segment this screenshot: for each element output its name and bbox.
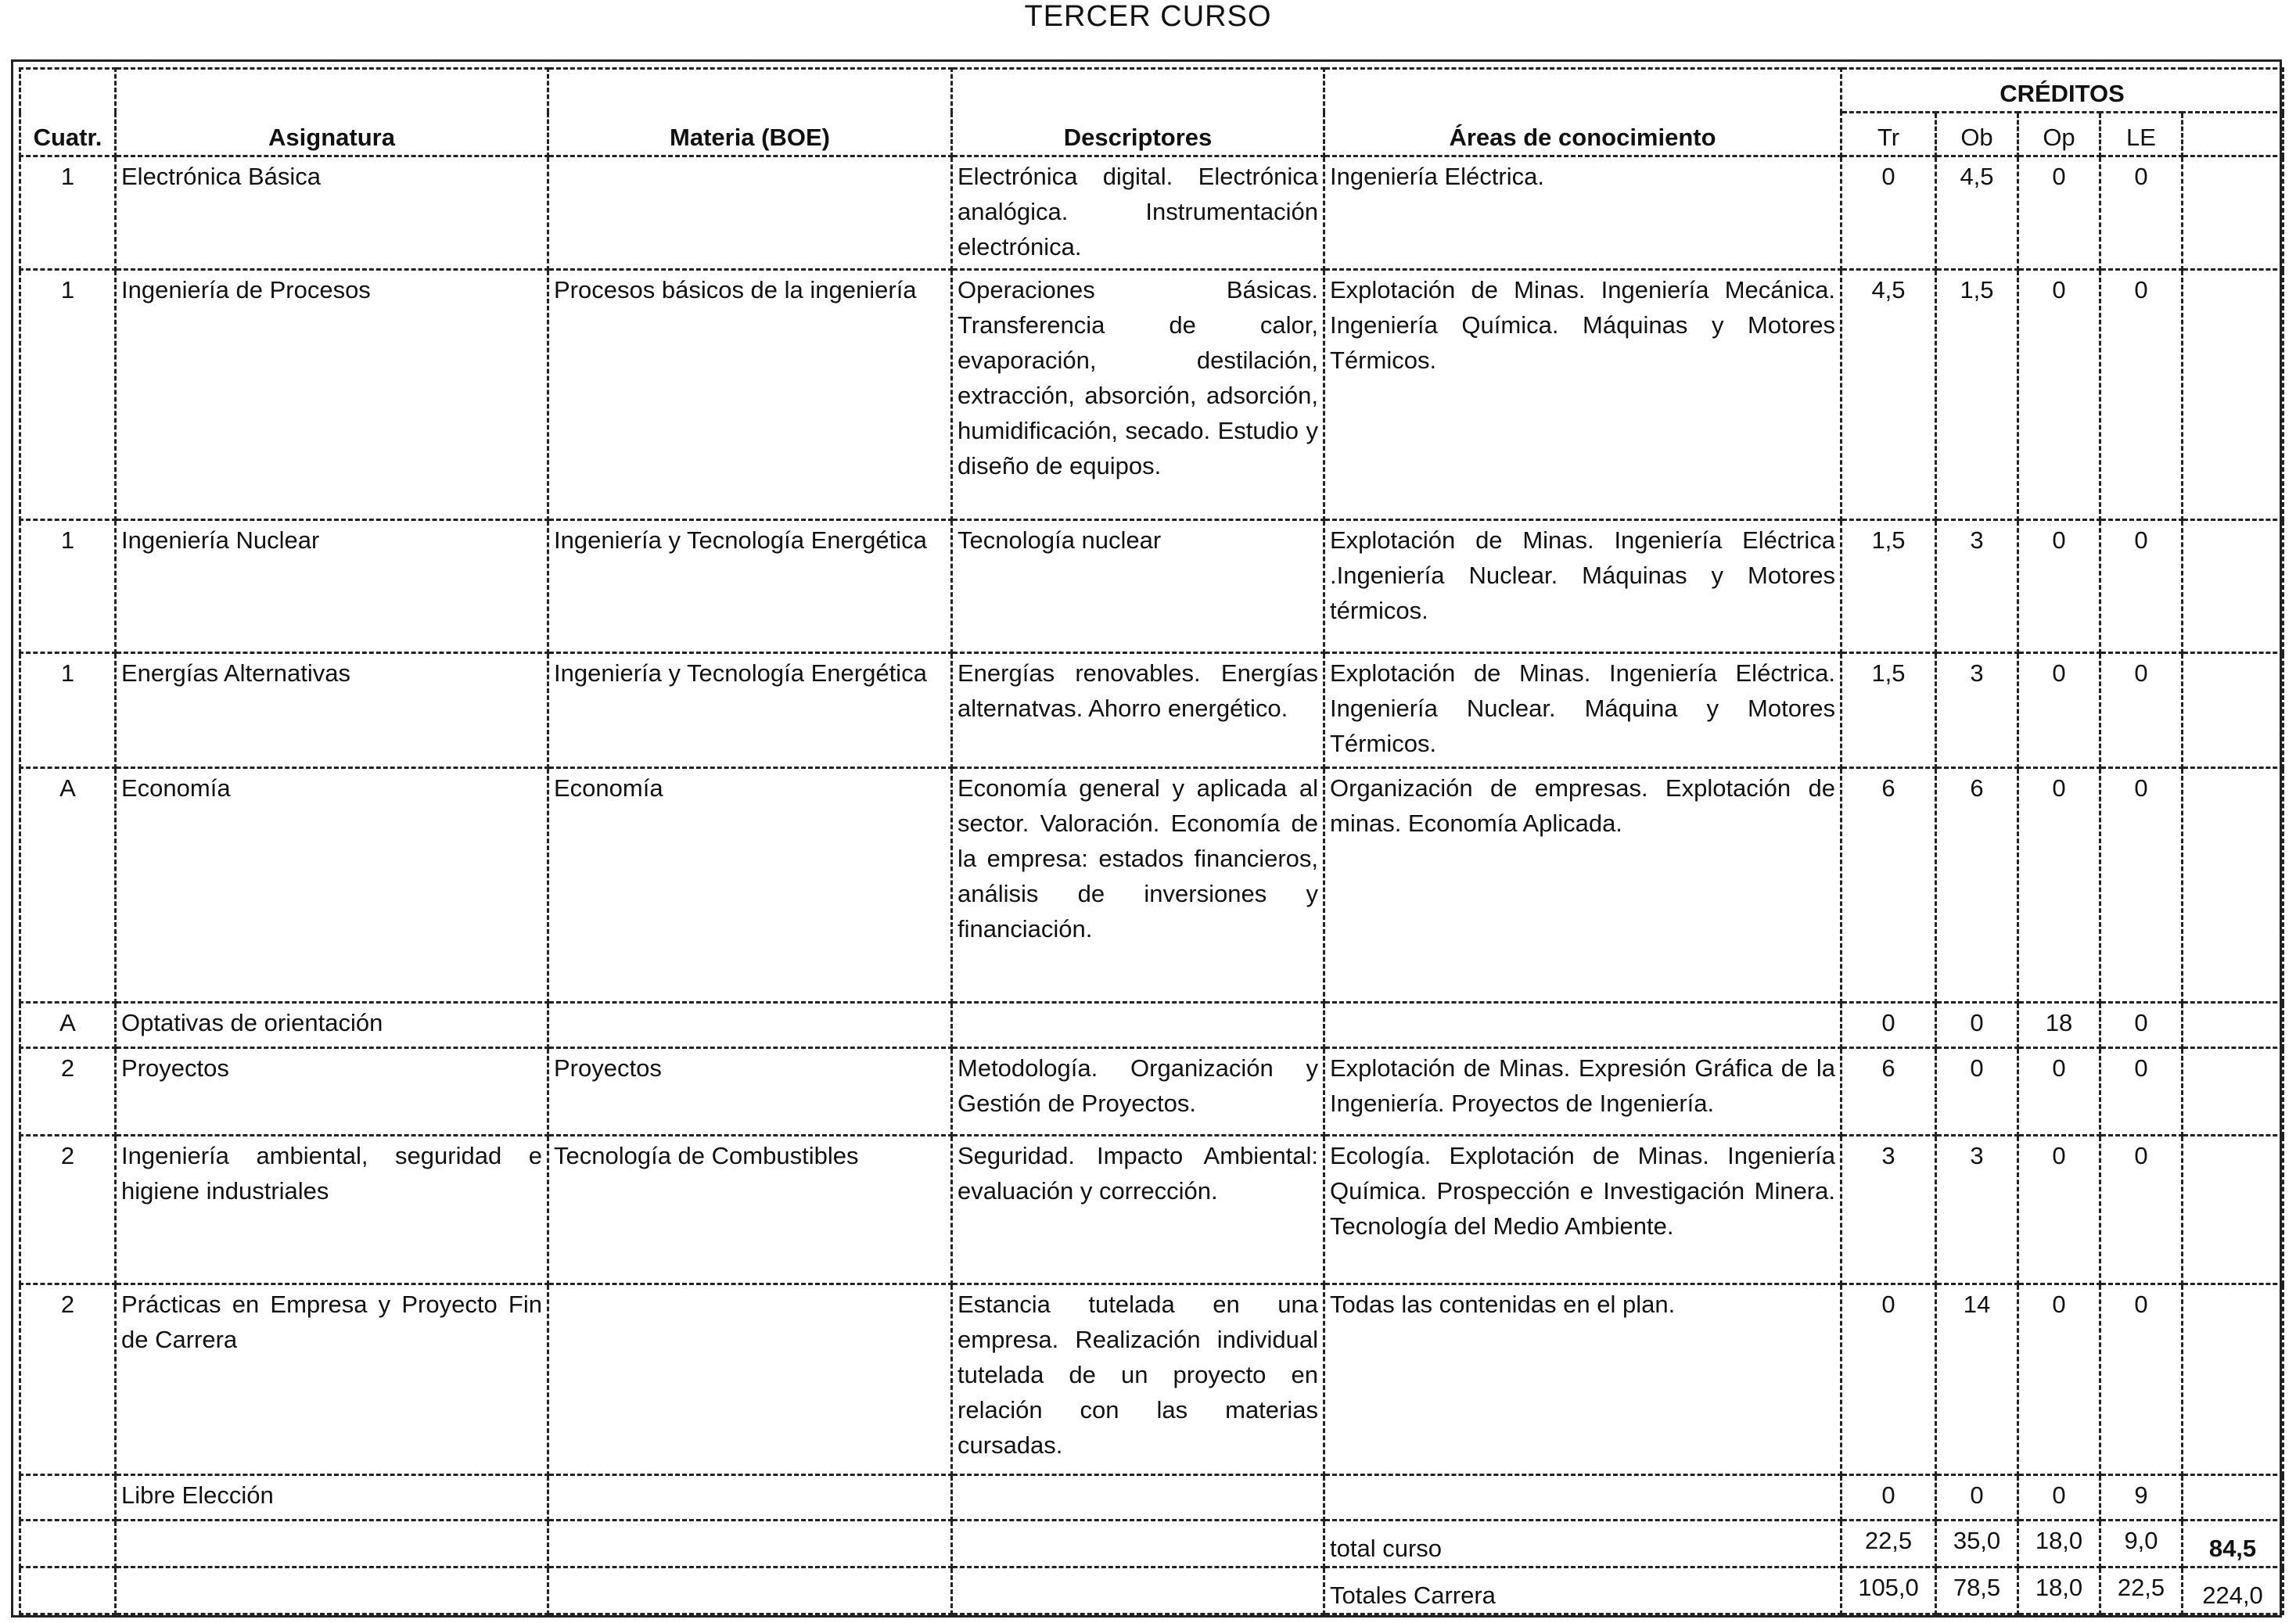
table-row xyxy=(20,1475,2283,1521)
cell-asignatura: Ingeniería Nuclear xyxy=(116,520,548,653)
cell-descriptores: Estancia tutelada en una empresa. Realización individual tutelada de un proyecto en relación con las materias cursadas. xyxy=(952,1284,1324,1475)
cell-le: 0 xyxy=(2100,520,2183,653)
cell-ob: 6 xyxy=(1936,768,2018,1003)
cell-asignatura: Ingeniería de Procesos xyxy=(116,270,548,520)
cell-ob: 3 xyxy=(1936,1136,2018,1284)
cell-tr: 1,5 xyxy=(1841,653,1936,768)
cell-descriptores: Operaciones Básicas. Transferencia de calor, evaporación, destilación, extracción, absorción, adsorción, humidificación, secado. Estudio y diseño de equipos. xyxy=(952,270,1324,520)
cell-descriptores: Electrónica digital. Electrónica analógica. Instrumentación electrónica. xyxy=(952,156,1324,270)
cell-cuatr: 2 xyxy=(20,1284,116,1475)
cell-tr: 6 xyxy=(1841,768,1936,1003)
cell-total xyxy=(2183,768,2283,1003)
cell-ob: 0 xyxy=(1936,1475,2018,1521)
totales-carrera-tr: 105,0 xyxy=(1841,1567,1936,1614)
cell-total xyxy=(2183,1003,2283,1048)
cell-materia: Economía xyxy=(548,768,952,1003)
total-curso-tr: 22,5 xyxy=(1841,1521,1936,1567)
total-curso-label: total curso xyxy=(1324,1521,1841,1567)
cell-asignatura: Optativas de orientación xyxy=(116,1003,548,1048)
cell-le: 0 xyxy=(2100,1284,2183,1475)
cell-le: 0 xyxy=(2100,1003,2183,1048)
table-row xyxy=(20,520,2283,653)
cell-le: 9 xyxy=(2100,1475,2183,1521)
cell-cuatr: 1 xyxy=(20,653,116,768)
cell-areas: Explotación de Minas. Ingeniería Mecánica. Ingeniería Química. Máquinas y Motores Térmicos. xyxy=(1324,270,1841,520)
total-curso-ob: 35,0 xyxy=(1936,1521,2018,1567)
header-asignatura: Asignatura xyxy=(116,69,548,156)
cell-ob: 3 xyxy=(1936,520,2018,653)
cell-ob: 1,5 xyxy=(1936,270,2018,520)
cell-areas: Explotación de Minas. Expresión Gráfica de la Ingeniería. Proyectos de Ingeniería. xyxy=(1324,1048,1841,1136)
total-curso-total: 84,5 xyxy=(2183,1521,2283,1567)
cell-asignatura: Libre Elección xyxy=(116,1475,548,1521)
cell-cuatr: 2 xyxy=(20,1136,116,1284)
header-areas: Áreas de conocimiento xyxy=(1324,69,1841,156)
cell-asignatura: Energías Alternativas xyxy=(116,653,548,768)
total-curso-row xyxy=(20,1521,2283,1567)
cell-ob: 14 xyxy=(1936,1284,2018,1475)
table-row xyxy=(20,1136,2283,1284)
cell-total xyxy=(2183,1136,2283,1284)
cell-ob: 4,5 xyxy=(1936,156,2018,270)
cell-materia: Proyectos xyxy=(548,1048,952,1136)
cell-materia: Tecnología de Combustibles xyxy=(548,1136,952,1284)
table-row xyxy=(20,1003,2283,1048)
totales-carrera-label: Totales Carrera xyxy=(1324,1567,1841,1614)
page-title: TERCER CURSO xyxy=(1024,0,1272,33)
cell-areas: Explotación de Minas. Ingeniería Eléctrica .Ingeniería Nuclear. Máquinas y Motores térmicos. xyxy=(1324,520,1841,653)
cell-asignatura: Prácticas en Empresa y Proyecto Fin de Carrera xyxy=(116,1284,548,1475)
cell-materia xyxy=(548,1003,952,1048)
cell-tr: 3 xyxy=(1841,1136,1936,1284)
cell-descriptores: Seguridad. Impacto Ambiental: evaluación y corrección. xyxy=(952,1136,1324,1284)
cell-op: 0 xyxy=(2018,1048,2100,1136)
cell-le: 0 xyxy=(2100,653,2183,768)
table-row xyxy=(20,156,2283,270)
cell-descriptores: Energías renovables. Energías alternatvas. Ahorro energético. xyxy=(952,653,1324,768)
cell-materia: Procesos básicos de la ingeniería xyxy=(548,270,952,520)
cell-op: 0 xyxy=(2018,768,2100,1003)
cell-asignatura: Ingeniería ambiental, seguridad e higiene industriales xyxy=(116,1136,548,1284)
cell-op: 0 xyxy=(2018,1284,2100,1475)
table-row xyxy=(20,768,2283,1003)
totales-carrera-total: 224,0 xyxy=(2183,1567,2283,1614)
header-le: LE xyxy=(2100,113,2183,156)
cell-cuatr: A xyxy=(20,1003,116,1048)
cell-total xyxy=(2183,156,2283,270)
cell-cuatr: 1 xyxy=(20,156,116,270)
cell-total xyxy=(2183,270,2283,520)
cell-op: 0 xyxy=(2018,270,2100,520)
cell-descriptores: Metodología. Organización y Gestión de Proyectos. xyxy=(952,1048,1324,1136)
cell-ob: 0 xyxy=(1936,1003,2018,1048)
cell-op: 0 xyxy=(2018,1136,2100,1284)
header-op: Op xyxy=(2018,113,2100,156)
header-ob: Ob xyxy=(1936,113,2018,156)
cell-tr: 0 xyxy=(1841,1475,1936,1521)
totales-carrera-op: 18,0 xyxy=(2018,1567,2100,1614)
header-tr: Tr xyxy=(1841,113,1936,156)
cell-areas xyxy=(1324,1003,1841,1048)
cell-total xyxy=(2183,653,2283,768)
cell-cuatr: A xyxy=(20,768,116,1003)
cell-total xyxy=(2183,1284,2283,1475)
cell-total xyxy=(2183,1475,2283,1521)
cell-le: 0 xyxy=(2100,1048,2183,1136)
header-descriptores: Descriptores xyxy=(952,69,1324,156)
cell-materia: Ingeniería y Tecnología Energética xyxy=(548,520,952,653)
cell-cuatr: 1 xyxy=(20,520,116,653)
cell-areas: Organización de empresas. Explotación de minas. Economía Aplicada. xyxy=(1324,768,1841,1003)
cell-materia xyxy=(548,1475,952,1521)
total-curso-op: 18,0 xyxy=(2018,1521,2100,1567)
cell-ob: 0 xyxy=(1936,1048,2018,1136)
cell-le: 0 xyxy=(2100,1136,2183,1284)
cell-tr: 0 xyxy=(1841,1003,1936,1048)
cell-areas: Ingeniería Eléctrica. xyxy=(1324,156,1841,270)
cell-areas: Explotación de Minas. Ingeniería Eléctrica. Ingeniería Nuclear. Máquina y Motores Térmicos. xyxy=(1324,653,1841,768)
cell-asignatura: Proyectos xyxy=(116,1048,548,1136)
cell-le: 0 xyxy=(2100,270,2183,520)
cell-areas: Todas las contenidas en el plan. xyxy=(1324,1284,1841,1475)
cell-op: 0 xyxy=(2018,1475,2100,1521)
cell-op: 0 xyxy=(2018,653,2100,768)
cell-cuatr xyxy=(20,1475,116,1521)
cell-total xyxy=(2183,1048,2283,1136)
cell-le: 0 xyxy=(2100,768,2183,1003)
totales-carrera-row xyxy=(20,1567,2283,1614)
table-row xyxy=(20,1048,2283,1136)
table-row xyxy=(20,270,2283,520)
cell-total xyxy=(2183,520,2283,653)
totales-carrera-le: 22,5 xyxy=(2100,1567,2183,1614)
table-row xyxy=(20,653,2283,768)
cell-tr: 0 xyxy=(1841,1284,1936,1475)
cell-asignatura: Electrónica Básica xyxy=(116,156,548,270)
cell-materia: Ingeniería y Tecnología Energética xyxy=(548,653,952,768)
cell-tr: 1,5 xyxy=(1841,520,1936,653)
cell-areas: Ecología. Explotación de Minas. Ingeniería Química. Prospección e Investigación Minera. Tecnología del Medio Ambiente. xyxy=(1324,1136,1841,1284)
cell-tr: 4,5 xyxy=(1841,270,1936,520)
cell-materia xyxy=(548,1284,952,1475)
cell-tr: 6 xyxy=(1841,1048,1936,1136)
cell-cuatr: 1 xyxy=(20,270,116,520)
cell-areas xyxy=(1324,1475,1841,1521)
table-row xyxy=(20,1284,2283,1475)
cell-op: 0 xyxy=(2018,156,2100,270)
header-materia: Materia (BOE) xyxy=(548,69,952,156)
cell-descriptores xyxy=(952,1475,1324,1521)
cell-descriptores: Tecnología nuclear xyxy=(952,520,1324,653)
cell-descriptores xyxy=(952,1003,1324,1048)
cell-ob: 3 xyxy=(1936,653,2018,768)
header-total xyxy=(2183,113,2283,156)
cell-cuatr: 2 xyxy=(20,1048,116,1136)
cell-asignatura: Economía xyxy=(116,768,548,1003)
header-cuatr: Cuatr. xyxy=(20,69,116,156)
cell-materia xyxy=(548,156,952,270)
total-curso-le: 9,0 xyxy=(2100,1521,2183,1567)
plan-table xyxy=(19,67,2284,1615)
cell-op: 0 xyxy=(2018,520,2100,653)
cell-le: 0 xyxy=(2100,156,2183,270)
header-creditos: CRÉDITOS xyxy=(1841,69,2283,113)
totales-carrera-ob: 78,5 xyxy=(1936,1567,2018,1614)
cell-descriptores: Economía general y aplicada al sector. Valoración. Economía de la empresa: estados financieros, análisis de inversiones y financiación. xyxy=(952,768,1324,1003)
cell-op: 18 xyxy=(2018,1003,2100,1048)
cell-tr: 0 xyxy=(1841,156,1936,270)
